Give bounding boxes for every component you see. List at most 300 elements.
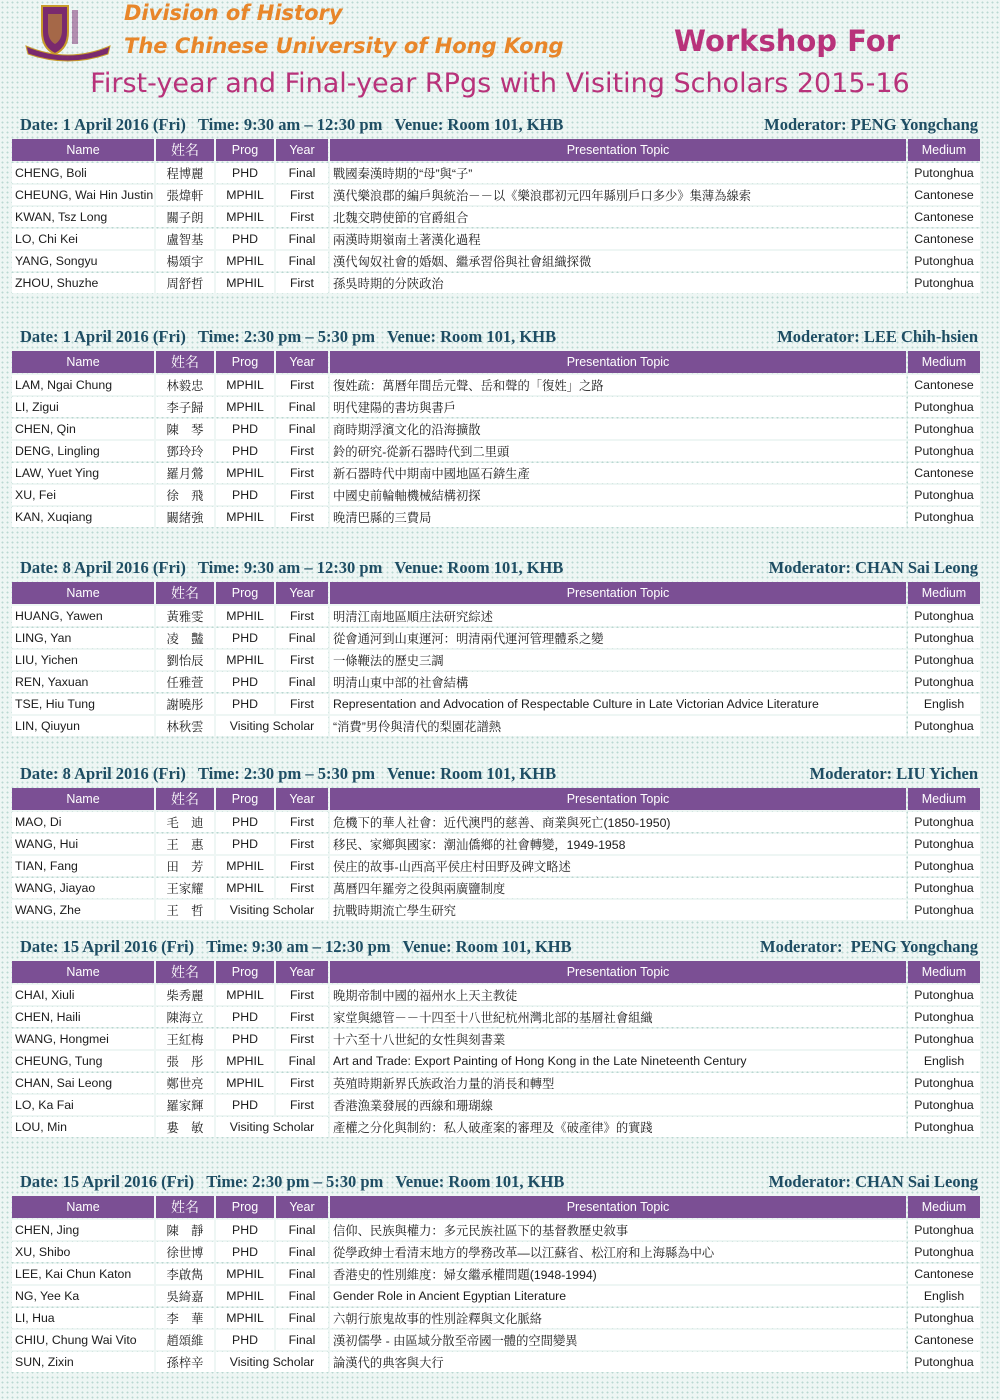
cell-name: LI, Zigui <box>12 397 154 417</box>
cell-medium: English <box>908 694 980 714</box>
cell-name: CHEUNG, Wai Hin Justin <box>12 185 154 205</box>
cell-name: CHEN, Jing <box>12 1220 154 1240</box>
cell-chinese-name: 任雅萱 <box>156 672 214 692</box>
session-info: Date: 15 April 2016 (Fri) Time: 2:30 pm – 5:30 pm Venue: Room 101, KHB <box>20 1172 565 1191</box>
cell-year: Final <box>276 1051 328 1071</box>
cell-topic: 晚清巴縣的三費局 <box>330 507 906 527</box>
table-row <box>12 1242 980 1262</box>
schedule-table <box>10 959 982 1139</box>
cell-topic: 侯庄的故事-山西高平侯庄村田野及碑文略述 <box>330 856 906 876</box>
session-moderator: Moderator: LEE Chih-hsien <box>777 327 978 346</box>
cell-program: MPHIL <box>216 1264 274 1284</box>
cell-medium: Putonghua <box>908 1242 980 1262</box>
column-header-program: Prog <box>216 961 274 983</box>
session-header <box>0 111 1000 137</box>
cell-chinese-name: 陳 琴 <box>156 419 214 439</box>
cell-topic: 產權之分化與制約：私人破產案的審理及《破產律》的實踐 <box>330 1117 906 1137</box>
cell-program: Visiting Scholar <box>216 900 328 920</box>
cell-topic: 六朝行旅鬼故事的性別詮釋與文化脈絡 <box>330 1308 906 1328</box>
cell-medium: Putonghua <box>908 834 980 854</box>
cell-year: Final <box>276 251 328 271</box>
cell-year: First <box>276 1007 328 1027</box>
cell-topic: 明清江南地區順庄法研究綜述 <box>330 606 906 626</box>
cell-program: PHD <box>216 812 274 832</box>
cell-topic: “消費”男伶與清代的梨園花譜熱 <box>330 716 906 736</box>
column-header-name: Name <box>12 351 154 373</box>
cell-name: LING, Yan <box>12 628 154 648</box>
cell-year: First <box>276 694 328 714</box>
column-header-chinese-name: 姓名 <box>156 788 214 810</box>
column-header-name: Name <box>12 1196 154 1218</box>
session-header <box>0 554 1000 580</box>
cell-year: Final <box>276 397 328 417</box>
cell-program: MPHIL <box>216 185 274 205</box>
session-block <box>0 1168 1000 1374</box>
cell-chinese-name: 徐 飛 <box>156 485 214 505</box>
cell-chinese-name: 柴秀麗 <box>156 985 214 1005</box>
cell-topic: 香港史的性別維度：婦女繼承權問題(1948-1994) <box>330 1264 906 1284</box>
column-header-name: Name <box>12 582 154 604</box>
cell-program: MPHIL <box>216 251 274 271</box>
cell-topic: 復姓疏：萬曆年間岳元聲、岳和聲的「復姓」之路 <box>330 375 906 395</box>
session-moderator: Moderator: PENG Yongchang <box>760 937 978 956</box>
cell-name: SUN, Zixin <box>12 1352 154 1372</box>
cell-program: PHD <box>216 1220 274 1240</box>
cell-year: First <box>276 185 328 205</box>
cell-chinese-name: 婁 敏 <box>156 1117 214 1137</box>
cell-topic: 論漢代的典客與大行 <box>330 1352 906 1372</box>
cell-chinese-name: 張煒軒 <box>156 185 214 205</box>
cell-program: PHD <box>216 441 274 461</box>
cell-chinese-name: 李子歸 <box>156 397 214 417</box>
cell-medium: Cantonese <box>908 1264 980 1284</box>
cell-medium: Putonghua <box>908 1117 980 1137</box>
cell-program: MPHIL <box>216 507 274 527</box>
session-header <box>0 760 1000 786</box>
cell-year: Final <box>276 1286 328 1306</box>
session-moderator: Moderator: CHAN Sai Leong <box>768 558 978 577</box>
column-header-program: Prog <box>216 1196 274 1218</box>
cell-program: PHD <box>216 485 274 505</box>
session-block <box>0 554 1000 738</box>
cell-name: CHEN, Qin <box>12 419 154 439</box>
cell-chinese-name: 王家耀 <box>156 878 214 898</box>
table-header-row <box>12 582 980 604</box>
cell-medium: Cantonese <box>908 229 980 249</box>
cell-medium: Putonghua <box>908 1352 980 1372</box>
cell-topic: 從會通河到山東運河：明清兩代運河管理體系之變 <box>330 628 906 648</box>
cell-topic: Art and Trade: Export Painting of Hong Kong in the Late Nineteenth Century <box>330 1051 906 1071</box>
table-row <box>12 229 980 249</box>
cell-chinese-name: 李 華 <box>156 1308 214 1328</box>
cell-name: TSE, Hiu Tung <box>12 694 154 714</box>
cell-name: LOU, Min <box>12 1117 154 1137</box>
table-row <box>12 1308 980 1328</box>
cell-year: Final <box>276 1330 328 1350</box>
cell-topic: 明代建陽的書坊與書戶 <box>330 397 906 417</box>
cell-medium: Putonghua <box>908 273 980 293</box>
cell-program: PHD <box>216 1330 274 1350</box>
cell-year: Final <box>276 163 328 183</box>
column-header-name: Name <box>12 788 154 810</box>
cell-program: PHD <box>216 694 274 714</box>
cell-chinese-name: 林秋雲 <box>156 716 214 736</box>
table-row <box>12 1330 980 1350</box>
cell-medium: Putonghua <box>908 1095 980 1115</box>
cell-year: First <box>276 606 328 626</box>
session-info: Date: 1 April 2016 (Fri) Time: 2:30 pm – 5:30 pm Venue: Room 101, KHB <box>20 327 557 346</box>
cell-year: Final <box>276 419 328 439</box>
cell-year: First <box>276 985 328 1005</box>
cell-program: MPHIL <box>216 1286 274 1306</box>
cell-year: First <box>276 441 328 461</box>
cell-medium: Putonghua <box>908 672 980 692</box>
session-info: Date: 15 April 2016 (Fri) Time: 9:30 am – 12:30 pm Venue: Room 101, KHB <box>20 937 572 956</box>
cell-program: PHD <box>216 834 274 854</box>
cell-chinese-name: 陳 靜 <box>156 1220 214 1240</box>
cell-name: LEE, Kai Chun Katon <box>12 1264 154 1284</box>
cell-topic: 危機下的華人社會：近代澳門的慈善、商業與死亡(1850-1950) <box>330 812 906 832</box>
table-row <box>12 397 980 417</box>
cell-name: CHEN, Haili <box>12 1007 154 1027</box>
table-row <box>12 1095 980 1115</box>
cell-program: PHD <box>216 672 274 692</box>
cell-program: PHD <box>216 1007 274 1027</box>
cell-year: Final <box>276 672 328 692</box>
column-header-year: Year <box>276 139 328 161</box>
cell-medium: Putonghua <box>908 1073 980 1093</box>
cell-name: CHENG, Boli <box>12 163 154 183</box>
column-header-medium: Medium <box>908 139 980 161</box>
cell-topic: 孫吳時期的分陝政治 <box>330 273 906 293</box>
cell-topic: 中國史前輪軸機械結構初探 <box>330 485 906 505</box>
cell-medium: Cantonese <box>908 1330 980 1350</box>
table-row <box>12 463 980 483</box>
column-header-program: Prog <box>216 351 274 373</box>
cell-medium: Putonghua <box>908 1308 980 1328</box>
cell-medium: Putonghua <box>908 650 980 670</box>
cell-name: WANG, Hongmei <box>12 1029 154 1049</box>
cell-name: YANG, Songyu <box>12 251 154 271</box>
table-header-row <box>12 1196 980 1218</box>
table-row <box>12 856 980 876</box>
cell-name: WANG, Zhe <box>12 900 154 920</box>
cell-topic: 萬曆四年羅旁之役與兩廣鹽制度 <box>330 878 906 898</box>
cell-medium: Cantonese <box>908 185 980 205</box>
cell-chinese-name: 王紅梅 <box>156 1029 214 1049</box>
table-row <box>12 606 980 626</box>
cell-medium: Putonghua <box>908 606 980 626</box>
table-row <box>12 1073 980 1093</box>
column-header-medium: Medium <box>908 1196 980 1218</box>
cell-program: MPHIL <box>216 856 274 876</box>
column-header-program: Prog <box>216 139 274 161</box>
cell-name: LAW, Yuet Ying <box>12 463 154 483</box>
cell-program: Visiting Scholar <box>216 1352 328 1372</box>
column-header-year: Year <box>276 961 328 983</box>
cell-chinese-name: 闞緒強 <box>156 507 214 527</box>
cell-chinese-name: 凌 豔 <box>156 628 214 648</box>
table-row <box>12 251 980 271</box>
cell-year: First <box>276 375 328 395</box>
cell-year: First <box>276 273 328 293</box>
schedule-table <box>10 349 982 529</box>
table-row <box>12 878 980 898</box>
session-block <box>0 933 1000 1139</box>
cell-medium: Putonghua <box>908 397 980 417</box>
cell-name: HUANG, Yawen <box>12 606 154 626</box>
column-header-year: Year <box>276 351 328 373</box>
session-header <box>0 1168 1000 1194</box>
table-row <box>12 485 980 505</box>
cell-chinese-name: 羅月鶯 <box>156 463 214 483</box>
cell-program: MPHIL <box>216 273 274 293</box>
column-header-topic: Presentation Topic <box>330 1196 906 1218</box>
cell-program: MPHIL <box>216 207 274 227</box>
cell-program: MPHIL <box>216 1051 274 1071</box>
cell-year: First <box>276 878 328 898</box>
cell-name: ZHOU, Shuzhe <box>12 273 154 293</box>
session-info: Date: 8 April 2016 (Fri) Time: 9:30 am – 12:30 pm Venue: Room 101, KHB <box>20 558 564 577</box>
session-info: Date: 1 April 2016 (Fri) Time: 9:30 am – 12:30 pm Venue: Room 101, KHB <box>20 115 564 134</box>
table-row <box>12 419 980 439</box>
cell-chinese-name: 王 惠 <box>156 834 214 854</box>
cell-chinese-name: 黃雅雯 <box>156 606 214 626</box>
column-header-name: Name <box>12 139 154 161</box>
column-header-topic: Presentation Topic <box>330 582 906 604</box>
cell-chinese-name: 徐世博 <box>156 1242 214 1262</box>
cell-medium: Putonghua <box>908 163 980 183</box>
table-row <box>12 1117 980 1137</box>
table-row <box>12 375 980 395</box>
university-crest-icon <box>22 2 114 62</box>
table-row <box>12 1220 980 1240</box>
cell-name: REN, Yaxuan <box>12 672 154 692</box>
division-title: Division of History <box>124 1 343 25</box>
column-header-medium: Medium <box>908 351 980 373</box>
table-row <box>12 185 980 205</box>
cell-name: XU, Shibo <box>12 1242 154 1262</box>
cell-name: LO, Ka Fai <box>12 1095 154 1115</box>
cell-year: First <box>276 1029 328 1049</box>
session-block <box>0 760 1000 922</box>
table-row <box>12 672 980 692</box>
cell-topic: 漢代匈奴社會的婚姻、繼承習俗與社會組織探微 <box>330 251 906 271</box>
cell-program: MPHIL <box>216 650 274 670</box>
table-row <box>12 812 980 832</box>
table-row <box>12 1264 980 1284</box>
cell-topic: 信仰、民族與權力：多元民族社區下的基督教歷史敘事 <box>330 1220 906 1240</box>
workshop-title: Workshop For <box>673 24 900 58</box>
cell-medium: Putonghua <box>908 1220 980 1240</box>
cell-chinese-name: 孫梓辛 <box>156 1352 214 1372</box>
cell-year: First <box>276 485 328 505</box>
cell-name: WANG, Hui <box>12 834 154 854</box>
cell-name: KWAN, Tsz Long <box>12 207 154 227</box>
cell-name: CHAI, Xiuli <box>12 985 154 1005</box>
table-row <box>12 628 980 648</box>
cell-medium: Cantonese <box>908 463 980 483</box>
workshop-subtitle: First-year and Final-year RPgs with Visiting Scholars 2015-16 <box>90 68 910 99</box>
cell-topic: 漢初儒學 - 由區域分散至帝國一體的空間變異 <box>330 1330 906 1350</box>
cell-year: Final <box>276 1242 328 1262</box>
cell-topic: 新石器時代中期南中國地區石錛生產 <box>330 463 906 483</box>
cell-program: Visiting Scholar <box>216 716 328 736</box>
cell-chinese-name: 王 哲 <box>156 900 214 920</box>
cell-year: Final <box>276 229 328 249</box>
cell-chinese-name: 楊頌宇 <box>156 251 214 271</box>
cell-program: PHD <box>216 229 274 249</box>
cell-program: PHD <box>216 1095 274 1115</box>
cell-topic: 商時期浮濱文化的沿海擴散 <box>330 419 906 439</box>
cell-medium: Putonghua <box>908 716 980 736</box>
table-row <box>12 1007 980 1027</box>
column-header-medium: Medium <box>908 788 980 810</box>
cell-program: MPHIL <box>216 1073 274 1093</box>
column-header-name: Name <box>12 961 154 983</box>
cell-program: PHD <box>216 1242 274 1262</box>
cell-chinese-name: 鄭世亮 <box>156 1073 214 1093</box>
column-header-medium: Medium <box>908 582 980 604</box>
cell-topic: 抗戰時期流亡學生研究 <box>330 900 906 920</box>
column-header-program: Prog <box>216 582 274 604</box>
cell-name: LO, Chi Kei <box>12 229 154 249</box>
cell-name: KAN, Xuqiang <box>12 507 154 527</box>
cell-year: First <box>276 1073 328 1093</box>
cell-topic: 晚期帝制中國的福州水上天主教徒 <box>330 985 906 1005</box>
column-header-chinese-name: 姓名 <box>156 351 214 373</box>
cell-chinese-name: 關子朗 <box>156 207 214 227</box>
session-moderator: Moderator: LIU Yichen <box>809 764 978 783</box>
session-moderator: Moderator: PENG Yongchang <box>764 115 978 134</box>
column-header-topic: Presentation Topic <box>330 139 906 161</box>
cell-program: MPHIL <box>216 463 274 483</box>
cell-medium: Cantonese <box>908 207 980 227</box>
cell-chinese-name: 劉怡辰 <box>156 650 214 670</box>
cell-year: First <box>276 1095 328 1115</box>
table-row <box>12 1051 980 1071</box>
cell-topic: 北魏交聘使節的官爵組合 <box>330 207 906 227</box>
cell-chinese-name: 陳海立 <box>156 1007 214 1027</box>
column-header-program: Prog <box>216 788 274 810</box>
cell-chinese-name: 趙頌維 <box>156 1330 214 1350</box>
table-row <box>12 716 980 736</box>
table-header-row <box>12 139 980 161</box>
schedule-table <box>10 1194 982 1374</box>
cell-year: First <box>276 834 328 854</box>
cell-year: Final <box>276 1264 328 1284</box>
table-row <box>12 507 980 527</box>
cell-medium: Putonghua <box>908 441 980 461</box>
column-header-chinese-name: 姓名 <box>156 582 214 604</box>
cell-medium: Putonghua <box>908 1007 980 1027</box>
cell-program: MPHIL <box>216 397 274 417</box>
schedule-table <box>10 786 982 922</box>
cell-year: Final <box>276 628 328 648</box>
cell-program: MPHIL <box>216 878 274 898</box>
cell-year: Final <box>276 1220 328 1240</box>
cell-name: LIN, Qiuyun <box>12 716 154 736</box>
cell-program: MPHIL <box>216 985 274 1005</box>
cell-medium: Putonghua <box>908 485 980 505</box>
table-row <box>12 650 980 670</box>
schedule-table <box>10 137 982 295</box>
cell-chinese-name: 程博麗 <box>156 163 214 183</box>
cell-name: LAM, Ngai Chung <box>12 375 154 395</box>
table-row <box>12 834 980 854</box>
university-title: The Chinese University of Hong Kong <box>124 34 564 58</box>
cell-chinese-name: 林毅忠 <box>156 375 214 395</box>
cell-program: MPHIL <box>216 606 274 626</box>
session-moderator: Moderator: CHAN Sai Leong <box>768 1172 978 1191</box>
cell-medium: Putonghua <box>908 1029 980 1049</box>
cell-topic: 明清山東中部的社會結構 <box>330 672 906 692</box>
cell-chinese-name: 毛 迪 <box>156 812 214 832</box>
cell-topic: 移民、家鄉與國家：潮汕僑鄉的社會轉變，1949-1958 <box>330 834 906 854</box>
cell-chinese-name: 盧智基 <box>156 229 214 249</box>
cell-name: CHAN, Sai Leong <box>12 1073 154 1093</box>
cell-chinese-name: 羅家輝 <box>156 1095 214 1115</box>
cell-topic: 兩漢時期嶺南土著漢化過程 <box>330 229 906 249</box>
cell-year: First <box>276 507 328 527</box>
column-header-chinese-name: 姓名 <box>156 961 214 983</box>
column-header-medium: Medium <box>908 961 980 983</box>
cell-chinese-name: 鄧玲玲 <box>156 441 214 461</box>
table-row <box>12 441 980 461</box>
table-row <box>12 163 980 183</box>
cell-year: First <box>276 463 328 483</box>
session-block <box>0 323 1000 529</box>
cell-medium: Putonghua <box>908 419 980 439</box>
cell-program: MPHIL <box>216 1308 274 1328</box>
cell-chinese-name: 張 彤 <box>156 1051 214 1071</box>
cell-medium: Putonghua <box>908 251 980 271</box>
cell-chinese-name: 李啟雋 <box>156 1264 214 1284</box>
cell-year: First <box>276 856 328 876</box>
cell-chinese-name: 周舒哲 <box>156 273 214 293</box>
cell-chinese-name: 田 芳 <box>156 856 214 876</box>
table-header-row <box>12 961 980 983</box>
cell-program: PHD <box>216 163 274 183</box>
table-row <box>12 1286 980 1306</box>
cell-topic: 家堂與總管－－十四至十八世紀杭州灣北部的基層社會組織 <box>330 1007 906 1027</box>
cell-topic: 漢代樂浪郡的編戶與統治－－以《樂浪郡初元四年縣別戶口多少》集薄為線索 <box>330 185 906 205</box>
cell-year: First <box>276 650 328 670</box>
table-row <box>12 1352 980 1372</box>
table-row <box>12 900 980 920</box>
cell-chinese-name: 謝曉彤 <box>156 694 214 714</box>
table-header-row <box>12 351 980 373</box>
cell-program: PHD <box>216 419 274 439</box>
cell-name: XU, Fei <box>12 485 154 505</box>
cell-medium: Putonghua <box>908 507 980 527</box>
cell-topic: 一條鞭法的歷史三調 <box>330 650 906 670</box>
table-row <box>12 207 980 227</box>
cell-medium: Putonghua <box>908 900 980 920</box>
cell-medium: Putonghua <box>908 878 980 898</box>
session-header <box>0 323 1000 349</box>
column-header-year: Year <box>276 788 328 810</box>
cell-medium: Putonghua <box>908 985 980 1005</box>
cell-name: CHIU, Chung Wai Vito <box>12 1330 154 1350</box>
cell-medium: Cantonese <box>908 375 980 395</box>
column-header-topic: Presentation Topic <box>330 788 906 810</box>
cell-name: LI, Hua <box>12 1308 154 1328</box>
schedule-table <box>10 580 982 738</box>
cell-chinese-name: 吳綺嘉 <box>156 1286 214 1306</box>
cell-medium: Putonghua <box>908 628 980 648</box>
cell-name: DENG, Lingling <box>12 441 154 461</box>
